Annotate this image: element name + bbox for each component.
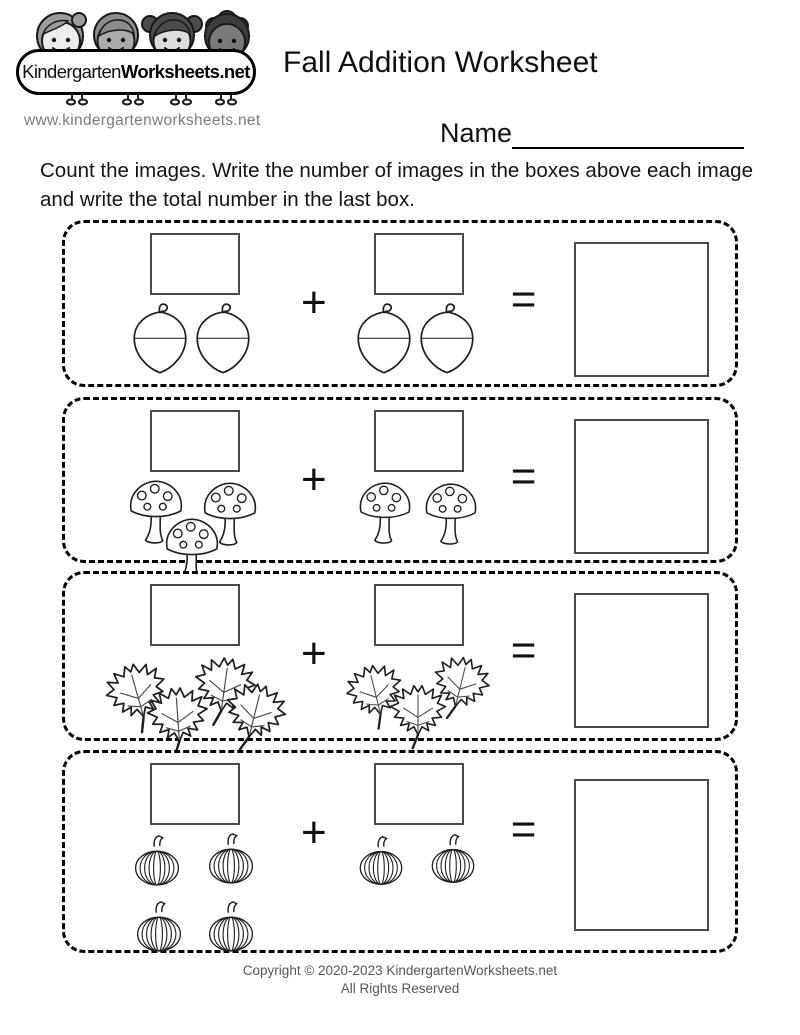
addend-box-1[interactable] bbox=[150, 410, 240, 472]
left-operand bbox=[95, 233, 295, 378]
site-url: www.kindergartenworksheets.net bbox=[24, 112, 261, 129]
addend-box-2[interactable] bbox=[374, 410, 464, 472]
left-image-group bbox=[127, 300, 263, 378]
copyright-line: Copyright © 2020-2023 KindergartenWorksheets.net bbox=[242, 963, 558, 978]
pumpkin-icon bbox=[124, 832, 190, 894]
logo-kids-feet-image bbox=[16, 93, 256, 107]
equals-sign: = bbox=[510, 626, 537, 675]
equals-sign: = bbox=[510, 805, 537, 854]
pumpkin-icon bbox=[349, 833, 413, 893]
worksheet-row-mushroom bbox=[62, 397, 738, 563]
logo-brand-regular: Kindergarten bbox=[22, 61, 121, 82]
name-field bbox=[440, 118, 744, 149]
logo-banner bbox=[16, 49, 256, 95]
addend-box-1[interactable] bbox=[150, 584, 240, 646]
name-input-line[interactable] bbox=[512, 121, 744, 149]
right-image-group bbox=[355, 477, 483, 553]
addend-box-2[interactable] bbox=[374, 233, 464, 295]
pumpkin-icon bbox=[421, 831, 485, 891]
sum-box[interactable] bbox=[574, 593, 709, 728]
worksheet-row-acorn bbox=[62, 220, 738, 387]
site-logo bbox=[16, 8, 256, 107]
worksheet-row-leaf bbox=[62, 571, 738, 741]
right-image-group bbox=[351, 300, 487, 378]
footer bbox=[0, 962, 800, 998]
right-image-group bbox=[340, 651, 498, 759]
left-operand bbox=[95, 584, 295, 767]
addend-box-2[interactable] bbox=[374, 763, 464, 825]
right-operand bbox=[333, 584, 505, 759]
name-label: Name bbox=[440, 118, 513, 148]
plus-sign: + bbox=[301, 278, 327, 327]
equals-sign: = bbox=[510, 452, 537, 501]
equals-sign: = bbox=[510, 275, 537, 324]
addend-box-1[interactable] bbox=[150, 233, 240, 295]
acorn-icon bbox=[127, 302, 193, 376]
rights-line: All Rights Reserved bbox=[340, 981, 460, 997]
mushroom-icon bbox=[355, 479, 415, 545]
right-operand bbox=[333, 763, 505, 896]
plus-sign: + bbox=[301, 808, 327, 857]
left-operand bbox=[95, 763, 295, 960]
acorn-icon bbox=[351, 302, 417, 376]
instructions-text: Count the images. Write the number of images in the boxes above each image and write the total number in the last box. bbox=[40, 159, 753, 212]
left-image-group bbox=[124, 477, 266, 579]
plus-sign: + bbox=[301, 455, 327, 504]
sum-box[interactable] bbox=[574, 242, 709, 377]
acorn-icon bbox=[414, 302, 480, 376]
page-title: Fall Addition Worksheet bbox=[283, 46, 598, 79]
right-operand bbox=[333, 233, 505, 378]
addend-box-2[interactable] bbox=[374, 584, 464, 646]
pumpkin-icon bbox=[198, 830, 264, 892]
right-image-group bbox=[349, 830, 489, 896]
logo-brand-bold: Worksheets.net bbox=[120, 61, 250, 82]
mushroom-icon bbox=[421, 480, 481, 546]
left-operand bbox=[95, 410, 295, 579]
sum-box[interactable] bbox=[574, 419, 709, 554]
plus-sign: + bbox=[301, 629, 327, 678]
acorn-icon bbox=[190, 302, 256, 376]
sum-box[interactable] bbox=[574, 779, 709, 931]
addend-box-1[interactable] bbox=[150, 763, 240, 825]
pumpkin-icon bbox=[198, 898, 264, 960]
pumpkin-icon bbox=[126, 898, 192, 960]
right-operand bbox=[333, 410, 505, 553]
worksheet-row-pumpkin bbox=[62, 750, 738, 953]
left-image-group bbox=[124, 830, 266, 960]
